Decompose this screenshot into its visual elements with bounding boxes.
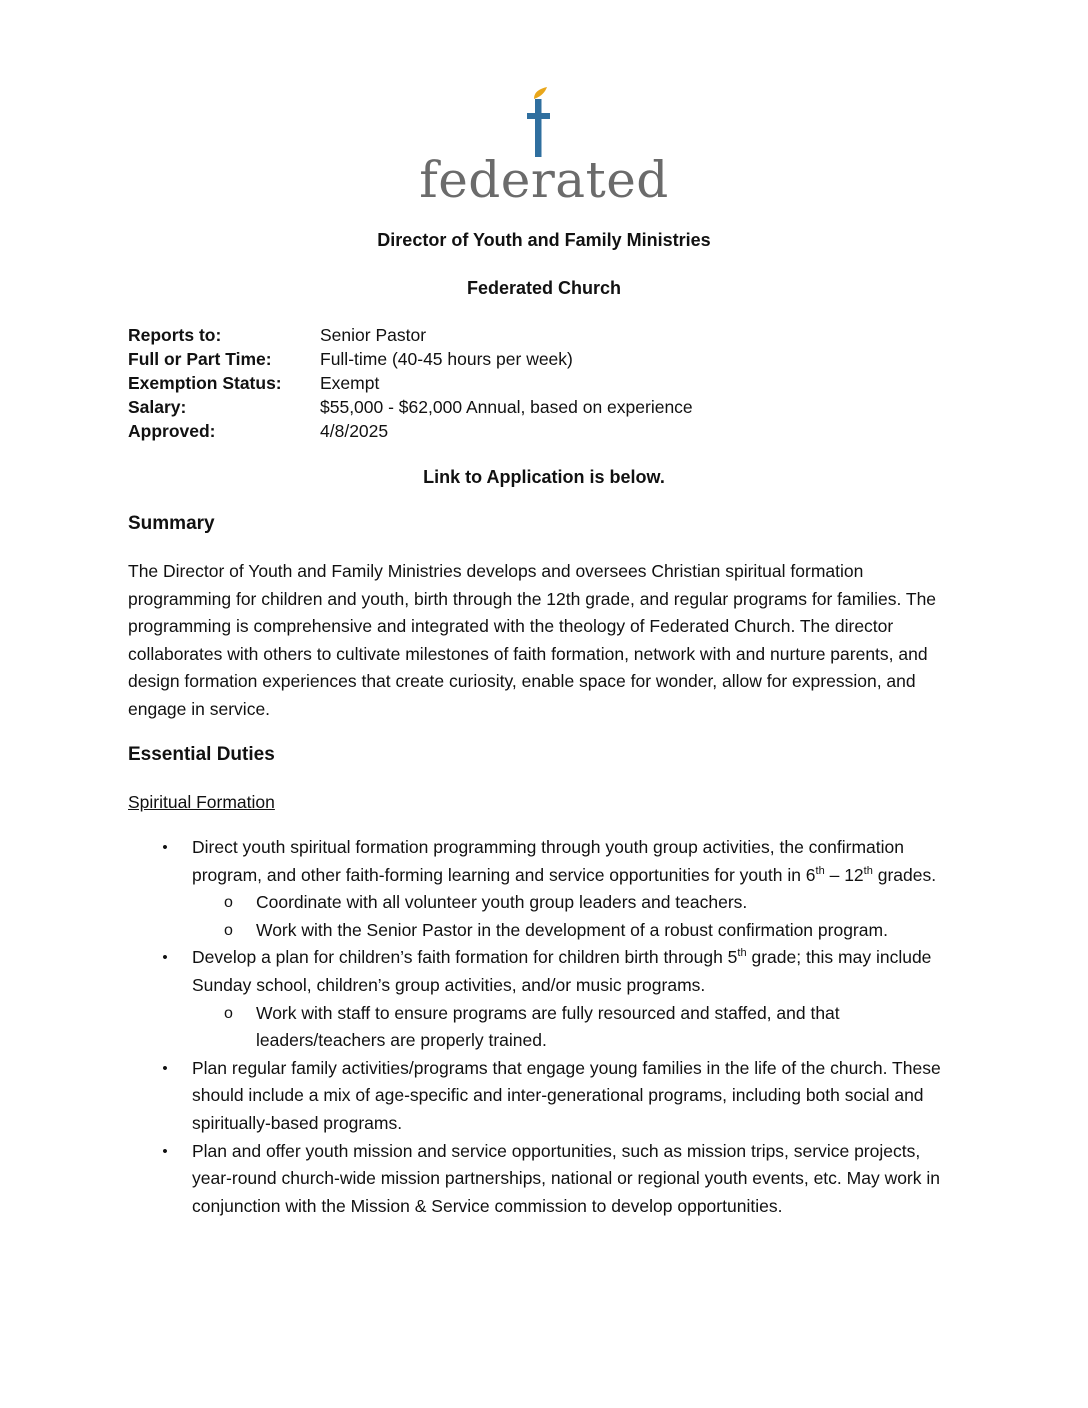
list-item-text: Coordinate with all volunteer youth group leaders and teachers. xyxy=(256,892,748,913)
list-item-text: Develop a plan for children’s faith formation for children birth through 5 xyxy=(192,947,738,968)
info-row xyxy=(128,323,948,347)
organization-name: Federated Church xyxy=(466,278,622,298)
info-label: Approved: xyxy=(128,421,216,441)
sub-bullet-marker: o xyxy=(224,921,233,939)
sub-list-item xyxy=(128,1000,963,1055)
list-item-text: Direct youth spiritual formation programming through youth group activities, the confirmation program, and other faith-forming learning and service opportunities for youth in 6 xyxy=(192,837,905,885)
duties-list xyxy=(128,834,963,1220)
sub-bullet-marker: o xyxy=(224,894,233,912)
info-label: Exemption Status: xyxy=(128,373,282,393)
info-row xyxy=(128,395,948,419)
list-item-text: Plan regular family activities/programs that engage young families in the life of the church. These should include a mix of age-specific and inter-generational programs, including both social and spiritually-based programs. xyxy=(192,1057,941,1133)
bullet-marker: • xyxy=(162,1142,168,1160)
federated-logo xyxy=(0,86,1088,211)
info-label: Salary: xyxy=(128,397,187,417)
bullet-marker: • xyxy=(162,839,168,856)
list-item xyxy=(128,944,963,999)
info-value: $55,000 - $62,000 Annual, based on experience xyxy=(320,397,693,417)
info-value: Exempt xyxy=(320,373,380,393)
spiritual-formation-subheading: Spiritual Formation xyxy=(128,792,275,812)
list-item-text: – 12 xyxy=(824,864,864,885)
sub-bullet-marker: o xyxy=(224,1004,233,1022)
list-item-text: Work with staff to ensure programs are fully resourced and staffed, and that leaders/teachers are properly trained. xyxy=(256,1002,840,1051)
info-row xyxy=(128,419,948,443)
bullet-marker: • xyxy=(162,1059,168,1077)
job-title: Director of Youth and Family Ministries xyxy=(377,230,711,250)
essential-duties-heading: Essential Duties xyxy=(128,744,275,765)
bullet-marker: • xyxy=(162,949,168,967)
ordinal-suffix: th xyxy=(815,864,825,877)
summary-heading: Summary xyxy=(128,513,215,534)
list-item xyxy=(128,834,963,889)
info-value: 4/8/2025 xyxy=(320,421,389,441)
info-value: Full-time (40-45 hours per week) xyxy=(320,349,573,369)
sub-list-item xyxy=(128,889,963,917)
logo-wordmark: federated xyxy=(419,151,669,209)
info-label: Full or Part Time: xyxy=(128,349,272,369)
info-value: Senior Pastor xyxy=(320,325,427,345)
list-item-text: Work with the Senior Pastor in the development of a robust confirmation program. xyxy=(256,919,888,940)
list-item-text: grade; this may include Sunday school, children’s group activities, and/or music programs. xyxy=(192,947,932,995)
info-row xyxy=(128,347,948,371)
summary-paragraph: The Director of Youth and Family Ministries develops and oversees Christian spiritual formation programming for children and youth, birth through the 12th grade, and regular programs for families. The programming is comprehensive and integrated with the theology of Federated Church. The director collaborates with others to cultivate milestones of faith formation, network with and nurture parents, and design formation experiences that create curiosity, enable space for wonder, allow for expression, and engage in service. xyxy=(128,561,937,719)
list-item xyxy=(128,1138,963,1221)
job-info-table xyxy=(128,323,948,443)
ordinal-suffix: th xyxy=(737,947,747,960)
info-row xyxy=(128,371,948,395)
application-link-note: Link to Application is below. xyxy=(423,467,665,487)
sub-list-item xyxy=(128,917,963,945)
list-item xyxy=(128,1055,963,1138)
info-label: Reports to: xyxy=(128,325,222,345)
list-item-text: grades. xyxy=(872,864,937,885)
ordinal-suffix: th xyxy=(863,864,873,877)
cross-flame-icon xyxy=(521,86,561,158)
list-item-text: Plan and offer youth mission and service opportunities, such as mission trips, service projects, year-round church-wide mission partnerships, national or regional youth events, etc. May work in conjunction with the Mission & Service commission to develop opportunities. xyxy=(192,1140,940,1216)
